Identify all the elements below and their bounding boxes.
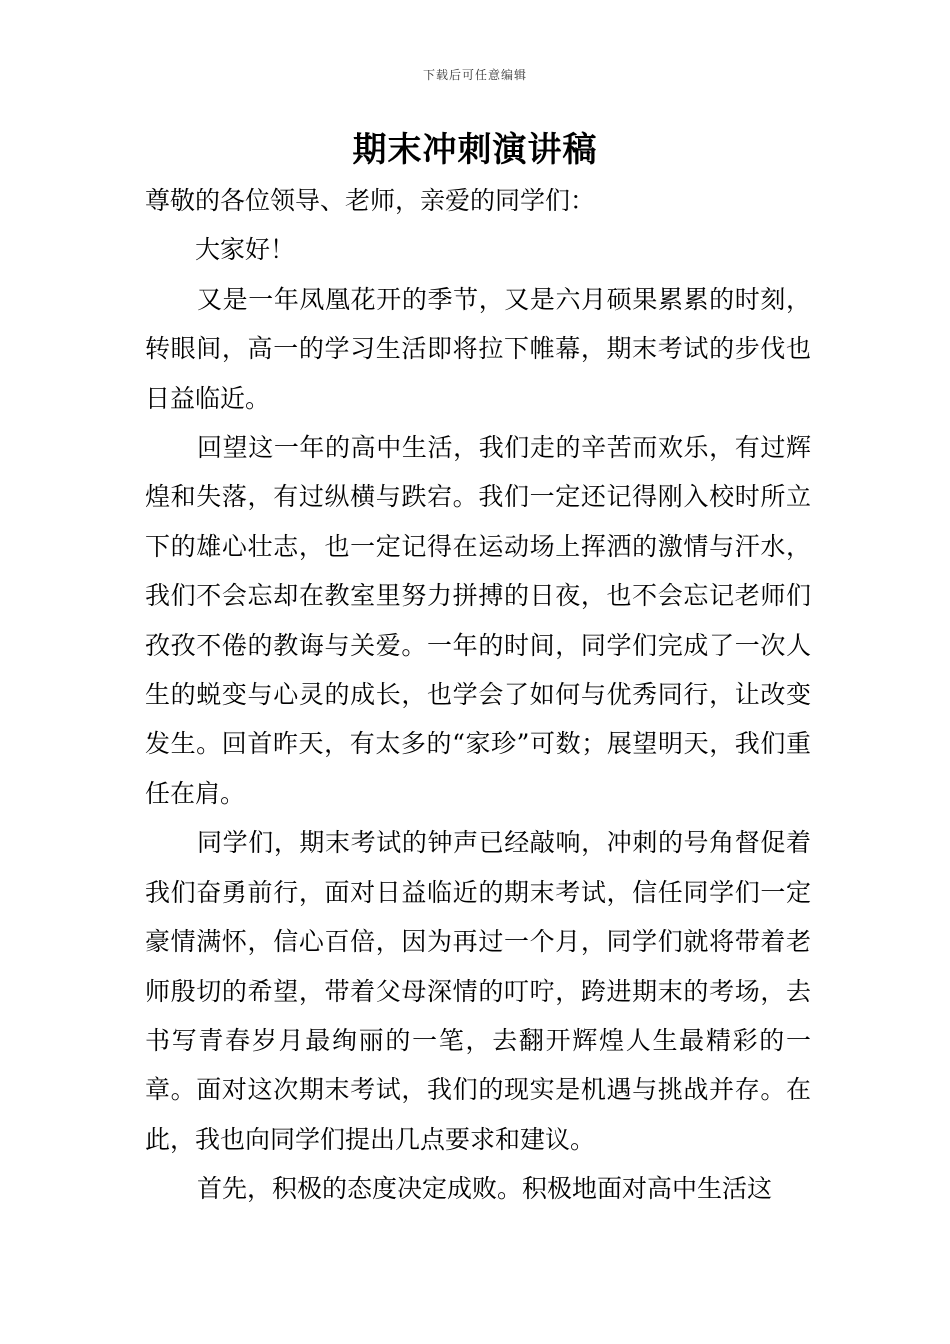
salutation: 尊敬的各位领导、老师，亲爱的同学们： xyxy=(145,186,596,215)
paragraph: 同学们，期末考试的钟声已经敲响，冲刺的号角督促着我们奋勇前行，面对日益临近的期末考试，信任同学们一定豪情满怀，信心百倍，因为再过一个月，同学们就将带着老师殷切的希望，带着父母深情的叮咛，跨进期末的考场，去书写青春岁月最绚丽的一笔，去翻开辉煌人生最精彩的一章。面对这次期末考试，我们的现实是机遇与挑战并存。在此，我也向同学们提出几点要求和建议。 xyxy=(145,828,811,1154)
header-note: 下载后可任意编辑 xyxy=(422,68,527,82)
paragraph: 首先，积极的态度决定成败。积极地面对高中生活这 xyxy=(197,1174,773,1204)
document-body xyxy=(145,176,811,1214)
paragraph: 又是一年凤凰花开的季节，又是六月硕果累累的时刻，转眼间，高一的学习生活即将拉下帷幕，期末考试的步伐也日益临近。 xyxy=(145,284,811,413)
document-title: 期末冲刺演讲稿 xyxy=(352,130,598,170)
greeting: 大家好！ xyxy=(195,235,296,265)
paragraph: 回望这一年的高中生活，我们走的辛苦而欢乐，有过辉煌和失落，有过纵横与跌宕。我们一定还记得刚入校时所立下的雄心壮志，也一定记得在运动场上挥洒的激情与汗水，我们不会忘却在教室里努力拼搏的日夜，也不会忘记老师们孜孜不倦的教诲与关爱。一年的时间，同学们完成了一次人生的蜕变与心灵的成长，也学会了如何与优秀同行，让改变发生。回首昨天，有太多的“家珍”可数；展望明天，我们重任在肩。 xyxy=(145,433,811,808)
